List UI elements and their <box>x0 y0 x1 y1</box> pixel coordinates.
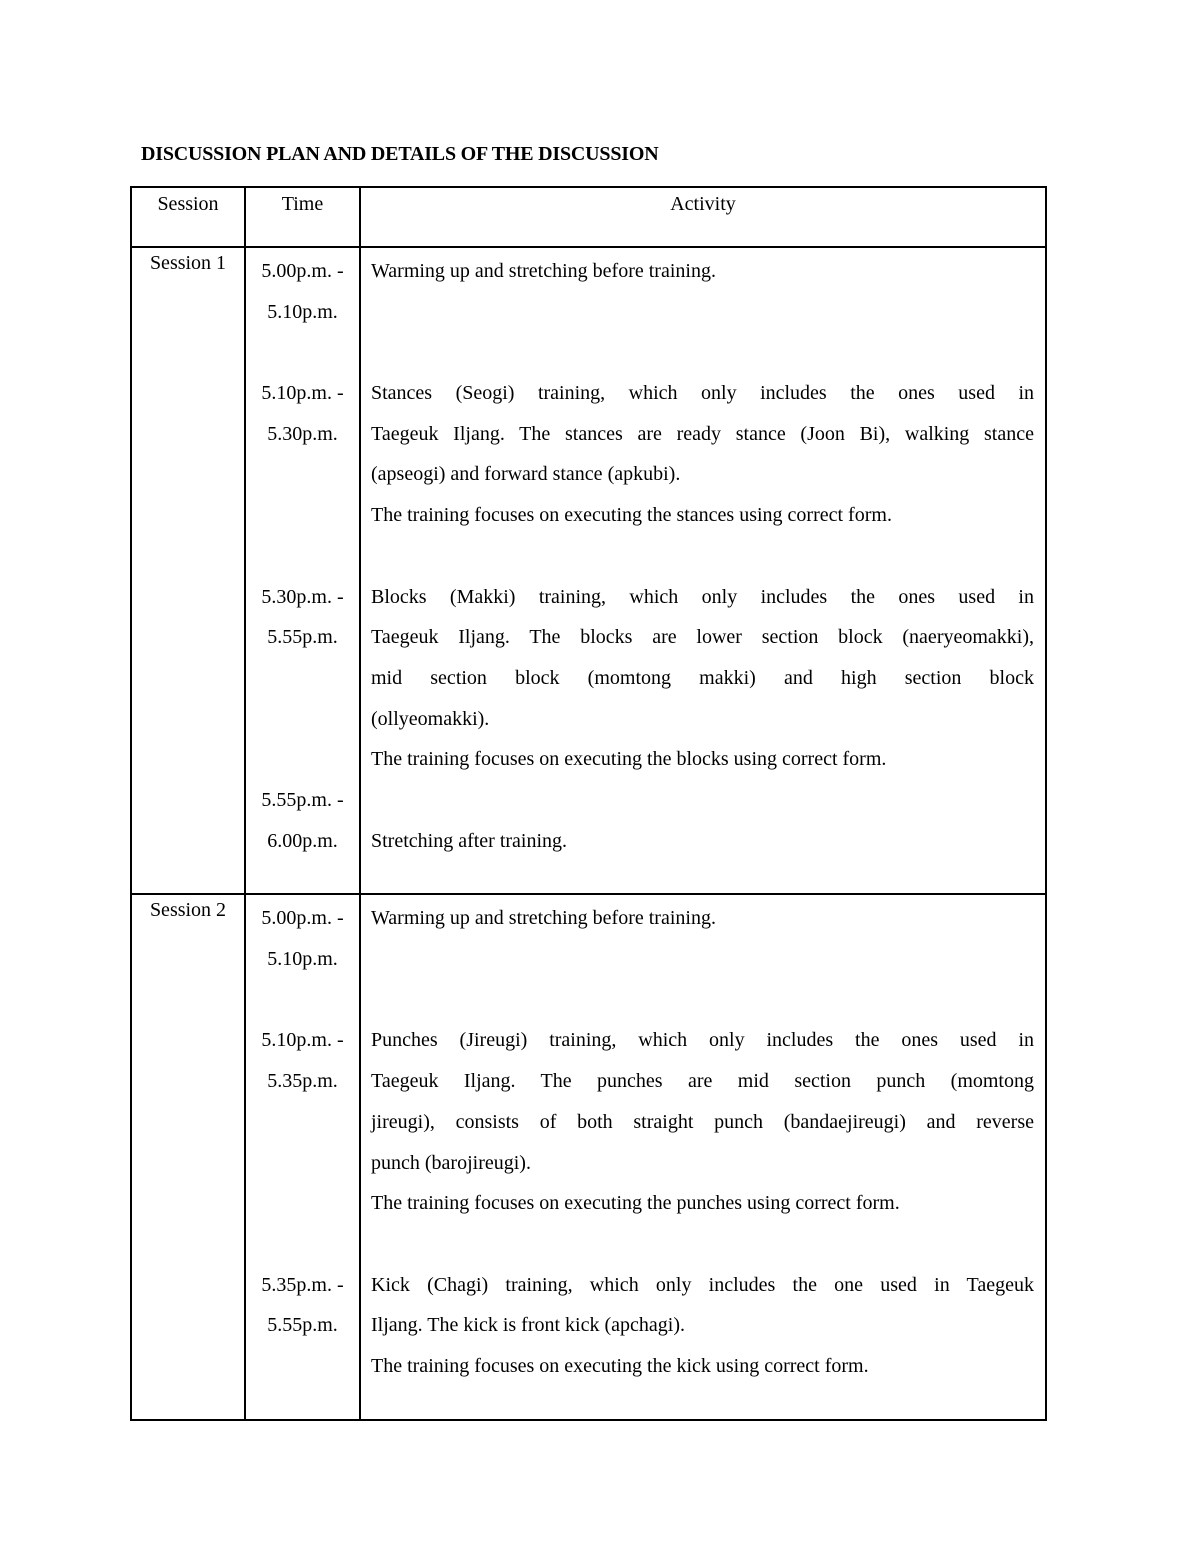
activity-line: Punches (Jireugi) training, which only includes the ones used in <box>371 1029 1034 1052</box>
activity-focus: The training focuses on executing the punches using correct form. <box>371 1192 900 1215</box>
activity-focus: The training focuses on executing the stances using correct form. <box>371 504 892 527</box>
activity-line: Taegeuk Iljang. The blocks are lower section block (naeryeomakki), <box>371 626 1034 649</box>
time-end: 5.30p.m. <box>267 422 338 445</box>
time-start: 5.30p.m. - <box>261 585 344 608</box>
time-start: 5.10p.m. - <box>261 382 344 405</box>
time-end: 5.55p.m. <box>267 626 338 649</box>
session-name-cell: Session 2 <box>131 894 245 1419</box>
table-header-row <box>131 187 1046 247</box>
activity-line: Warming up and stretching before training. <box>371 260 716 282</box>
header-activity: Activity <box>360 187 1046 247</box>
activity-line: Taegeuk Iljang. The punches are mid section punch (momtong <box>371 1070 1034 1093</box>
time-cell <box>245 894 360 1419</box>
session-name-cell: Session 1 <box>131 247 245 894</box>
activity-focus: The training focuses on executing the kick using correct form. <box>371 1355 869 1378</box>
time-end: 5.35p.m. <box>267 1070 338 1093</box>
activity-line: Taegeuk Iljang. The stances are ready stance (Joon Bi), walking stance <box>371 422 1034 445</box>
activity-focus: The training focuses on executing the blocks using correct form. <box>371 748 887 771</box>
activity-line: punch (barojireugi). <box>371 1151 531 1174</box>
time-cell <box>245 247 360 894</box>
time-start: 5.00p.m. - <box>261 907 344 930</box>
header-time: Time <box>245 187 360 247</box>
activity-line: (ollyeomakki). <box>371 707 490 730</box>
activity-line: Iljang. The kick is front kick (apchagi). <box>371 1314 685 1337</box>
activity-line: Stances (Seogi) training, which only includes the ones used in <box>371 382 1034 405</box>
time-start: 5.35p.m. - <box>261 1273 344 1296</box>
time-start: 5.55p.m. - <box>261 788 344 811</box>
activity-line: Kick (Chagi) training, which only includes the one used in Taegeuk <box>371 1273 1034 1296</box>
activity-line: Stretching after training. <box>371 829 568 852</box>
time-start: 5.00p.m. - <box>261 260 344 282</box>
header-session: Session <box>131 187 245 247</box>
time-start: 5.10p.m. - <box>261 1029 344 1052</box>
session-row-2 <box>131 894 1046 1419</box>
activity-line: Warming up and stretching before training. <box>371 907 716 930</box>
session-row-1 <box>131 247 1046 894</box>
time-end: 5.10p.m. <box>267 300 338 323</box>
activity-line: Blocks (Makki) training, which only includes the ones used in <box>371 585 1034 608</box>
discussion-plan-table <box>130 186 1047 1421</box>
activity-line: (apseogi) and forward stance (apkubi). <box>371 463 681 486</box>
document-title: DISCUSSION PLAN AND DETAILS OF THE DISCUSSION <box>141 143 659 165</box>
time-end: 5.10p.m. <box>267 948 338 971</box>
activity-line: mid section block (momtong makki) and high section block <box>371 666 1034 689</box>
activity-cell <box>360 894 1046 1419</box>
activity-line: jireugi), consists of both straight punch (bandaejireugi) and reverse <box>371 1110 1034 1133</box>
activity-cell <box>360 247 1046 894</box>
time-end: 6.00p.m. <box>267 829 338 852</box>
time-end: 5.55p.m. <box>267 1314 338 1337</box>
